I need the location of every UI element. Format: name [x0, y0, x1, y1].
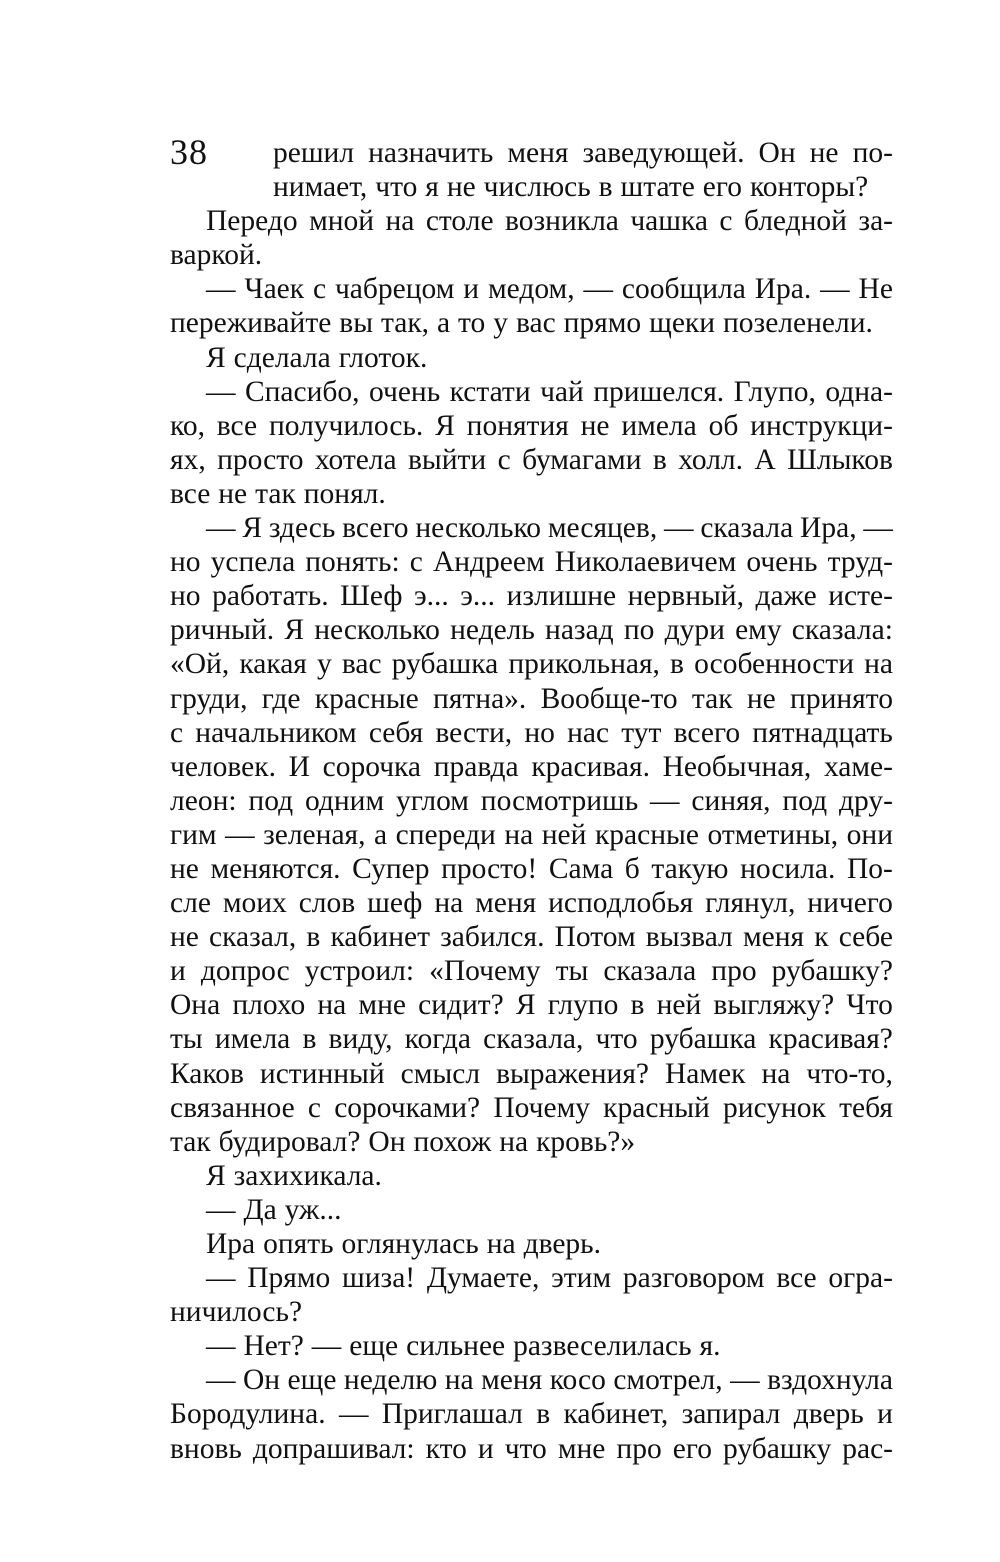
text-line: — Прямо шиза! Думаете, этим разговором все огра-	[206, 1262, 893, 1295]
text-line: ричный. Я несколько недель назад по дури ему сказала:	[170, 614, 893, 647]
text-line: сле моих слов шеф на меня исподлобья глянул, ничего	[170, 887, 893, 920]
text-line: с начальником себя вести, но нас тут всего пятнадцать	[170, 716, 893, 749]
text-line: Я захихикала.	[206, 1159, 382, 1192]
text-line: не сказал, в кабинет забился. Потом вызвал меня к себе	[170, 921, 893, 954]
text-line: — Спасибо, очень кстати чай пришелся. Глупо, одна-	[206, 375, 893, 408]
text-line: но успела понять: с Андреем Николаевичем очень труд-	[170, 546, 893, 579]
text-line: так будировал? Он похож на кровь?»	[170, 1125, 636, 1158]
text-line: леон: под одним углом посмотришь — синяя, под дру-	[170, 784, 893, 817]
text-line: ничилось?	[170, 1296, 303, 1329]
text-line: но работать. Шеф э... э... излишне нервный, даже исте-	[170, 580, 893, 613]
text-line: — Он еще неделю на меня косо смотрел, — вздохнула	[206, 1364, 893, 1397]
text-line: ях, просто хотела выйти с бумагами в холл. А Шлыков	[170, 443, 893, 476]
text-line: связанное с сорочками? Почему красный рисунок тебя	[170, 1091, 893, 1124]
text-line: Она плохо на мне сидит? Я глупо в ней выгляжу? Что	[170, 989, 893, 1022]
body-text	[170, 136, 893, 1466]
text-line: груди, где красные пятна». Вообще-то так не принято	[170, 682, 893, 715]
text-line: — Нет? — еще сильнее развеселилась я.	[206, 1330, 721, 1363]
text-line: варкой.	[170, 239, 263, 272]
text-line: и допрос устроил: «Почему ты сказала про рубашку?	[170, 955, 893, 988]
text-line: решил назначить меня заведующей. Он не по-	[273, 137, 893, 169]
text-line: — Я здесь всего несколько месяцев, — сказала Ира, —	[206, 512, 893, 545]
text-line: — Да уж...	[206, 1193, 342, 1226]
text-line: не меняются. Супер просто! Сама б такую носила. По-	[170, 852, 893, 885]
text-line: ко, все получилось. Я понятия не имела об инструкци-	[170, 409, 893, 442]
text-line: нимает, что я не числюсь в штате его конторы?	[273, 171, 869, 204]
text-line: Передо мной на столе возникла чашка с бледной за-	[206, 205, 893, 238]
text-line: ты имела в виду, когда сказала, что рубашка красивая?	[170, 1023, 893, 1056]
text-line: Ира опять оглянулась на дверь.	[206, 1228, 601, 1260]
text-line: переживайте вы так, а то у вас прямо щеки позеленели.	[170, 307, 873, 340]
text-line: вновь допрашивал: кто и что мне про его рубашку рас-	[170, 1432, 893, 1465]
text-line: все не так понял.	[170, 477, 386, 510]
text-line: человек. И сорочка правда красивая. Необычная, хаме-	[170, 750, 893, 783]
page-number: 38	[170, 132, 208, 172]
text-line: Бородулина. — Приглашал в кабинет, запирал дверь и	[170, 1398, 893, 1431]
text-line: Я сделала глоток.	[206, 341, 428, 374]
text-line: — Чаек с чабрецом и медом, — сообщила Ира. — Не	[206, 273, 893, 306]
text-line: Каков истинный смысл выражения? Намек на что-то,	[170, 1057, 893, 1090]
text-line: «Ой, какая у вас рубашка прикольная, в особенности на	[170, 648, 893, 681]
text-line: гим — зеленая, а спереди на ней красные отметины, они	[170, 818, 893, 851]
